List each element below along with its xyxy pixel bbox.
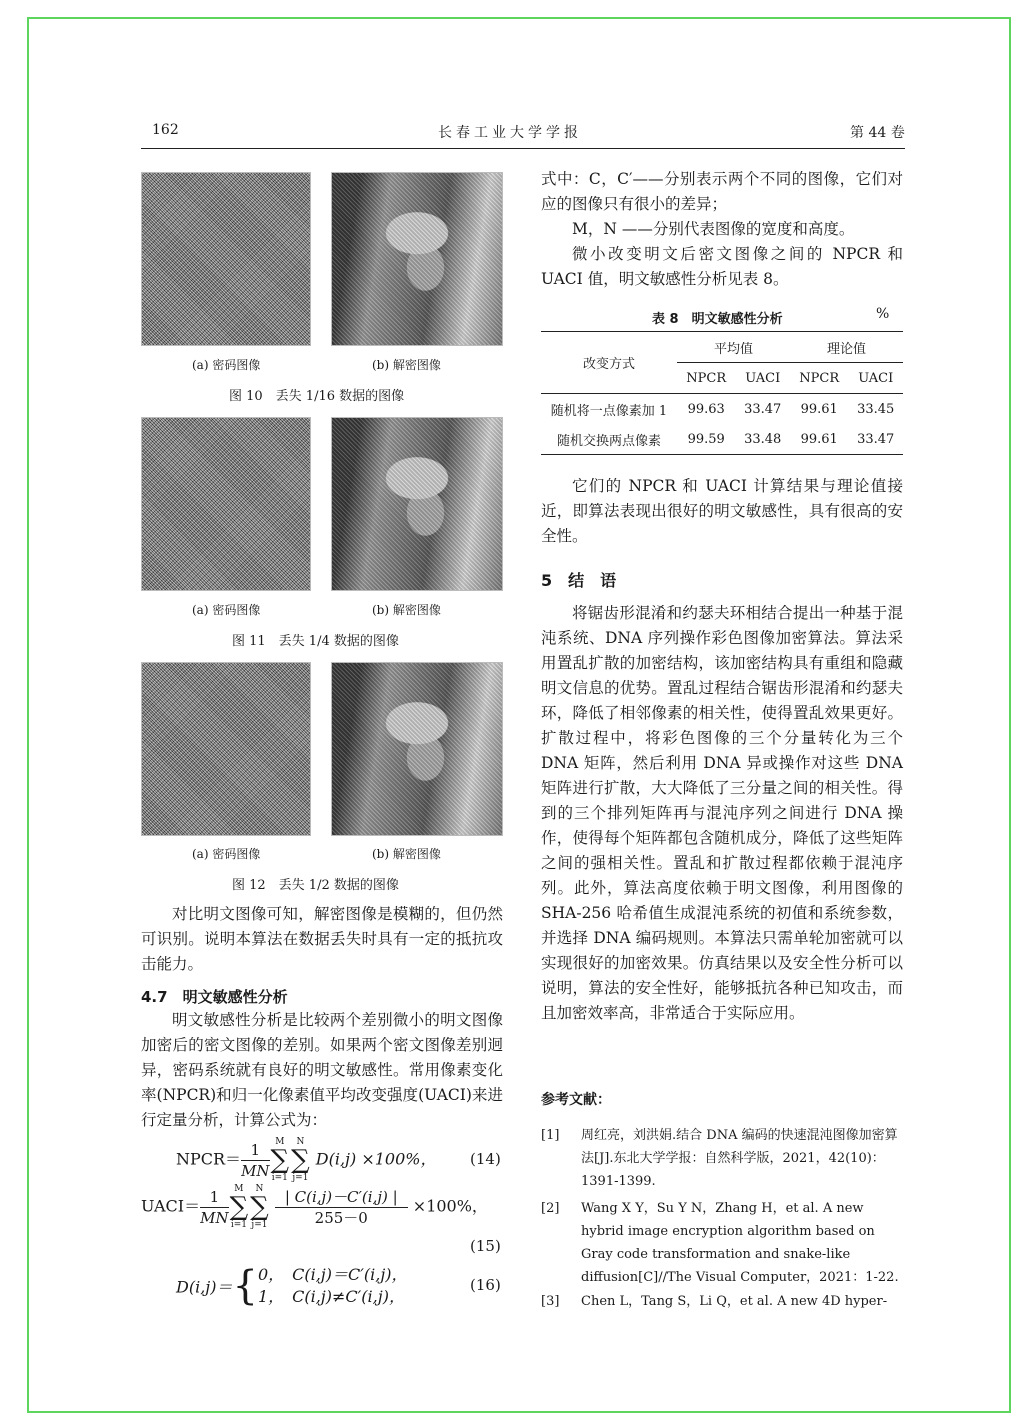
table-cell: 99.59 (687, 431, 725, 447)
fig11-title: 图 11 丢失 1/4 数据的图像 (232, 634, 399, 649)
eq16-number: (16) (470, 1276, 501, 1294)
journal-title: 长春工业大学学报 (438, 125, 582, 141)
table-subheader: UACI (858, 370, 894, 386)
right-text-block-2 (541, 474, 903, 549)
reference-number: [3] (541, 1294, 560, 1309)
reference-text: 周红亮，刘洪娟.结合 DNA 编码的快速混沌图像加密算法[J].东北大学学报：自然科学版，2021，42(10)：1391-1399. (581, 1128, 898, 1189)
table-header-average: 平均值 (677, 332, 790, 363)
fig11-caption-b: (b) 解密图像 (372, 603, 441, 617)
header-rule (141, 148, 905, 149)
eq16-lhs: D(i,j)＝ (176, 1277, 233, 1297)
eq15-frac-den: 255－0 (314, 1208, 368, 1227)
reference-3 (541, 1290, 905, 1313)
fig12-caption-b: (b) 解密图像 (372, 847, 441, 861)
eq15-lhs: UACI＝ (141, 1196, 201, 1216)
table-8-unit: % (876, 306, 890, 322)
eq15-sum-j-bottom: j=1 (251, 1220, 268, 1230)
eq15-tail: ×100%， (412, 1196, 488, 1216)
table-8 (541, 331, 903, 455)
eq14-number: (14) (470, 1150, 501, 1168)
table-row (541, 394, 903, 425)
table-8-title: 表 8 明文敏感性分析 (652, 312, 783, 327)
table-cell: 33.47 (744, 401, 782, 417)
paragraph-table-intro: 微小改变明文后密文图像之间的 NPCR 和 UACI 值，明文敏感性分析见表 8。 (541, 245, 903, 288)
eq14-sum-i-top: M (275, 1137, 285, 1147)
left-text-block-2 (141, 1008, 503, 1133)
reference-text: Wang X Y，Su Y N，Zhang H，et al. A new hybrid image encryption algorithm based on Gray code transformation and snake-like diffusion[C]//The Visual Computer，2021：1-22. (581, 1201, 899, 1285)
eq14-lhs: NPCR＝ (176, 1149, 242, 1169)
page-number: 162 (152, 122, 179, 138)
eq15-number: (15) (470, 1237, 501, 1255)
fig11-decrypted-image (331, 417, 503, 591)
table-cell: 33.48 (744, 431, 782, 447)
eq16-case-1: 0， C(i,j)＝C′(i,j)， (257, 1265, 408, 1284)
eq15-sum-j-top: N (255, 1184, 264, 1194)
reference-number: [2] (541, 1201, 560, 1216)
table-row-label: 随机将一点像素加 1 (550, 403, 668, 419)
section-heading-4-7: 4.7 明文敏感性分析 (141, 988, 288, 1006)
table-cell: 99.61 (800, 401, 838, 417)
eq14-num: 1 (241, 1140, 269, 1161)
references-heading: 参考文献： (541, 1092, 611, 1108)
paragraph-where-c: 式中：C，C′——分别表示两个不同的图像，它们对应的图像只有很小的差异； (541, 170, 903, 213)
eq14-sum-j-bottom: j=1 (292, 1173, 309, 1183)
paragraph-data-loss-conclusion: 对比明文图像可知，解密图像是模糊的，但仍然可识别。说明本算法在数据丢失时具有一定的抵抗攻击能力。 (141, 905, 503, 973)
table-subheader: NPCR (686, 370, 727, 386)
fig10-caption-b: (b) 解密图像 (372, 358, 441, 372)
paragraph-conclusion: 将锯齿形混淆和约瑟夫环相结合提出一种基于混沌系统、DNA 序列操作彩色图像加密算法。算法采用置乱扩散的加密结构，该加密结构具有重组和隐藏明文信息的优势。置乱过程结合锯齿形混淆和约瑟夫环，降低了相邻像素的相关性，使得置乱效果更好。扩散过程中，将彩色图像的三个分量转化为三个 DNA 矩阵，然后利用 DNA 异或操作对这些 DNA 矩阵进行扩散，大大降低了三分量之间的相关性。得到的三个排列矩阵再与混沌序列之间进行 DNA 操作，使得每个矩阵都包含随机成分，降低了这些矩阵之间的强相关性。置乱和扩散过程都依赖于混沌序列。此外，算法高度依赖于明文图像，利用图像的 SHA-256 哈希值生成混沌系统的初值和系统参数，并选择 DNA 编码规则。本算法只需单轮加密就可以实现很好的加密效果。仿真结果以及安全性分析可以说明，算法的安全性好，能够抵抗各种已知攻击，而且加密效率高，非常适合于实际应用。 (541, 604, 903, 1022)
reference-2 (541, 1197, 905, 1289)
eq15-den: MN (200, 1208, 229, 1227)
table-cell: 33.47 (857, 431, 895, 447)
section-heading-5: 5 结 语 (541, 571, 617, 590)
table-cell: 99.61 (800, 431, 838, 447)
fig10-decrypted-image (331, 172, 503, 346)
fig12-cipher-image (141, 662, 311, 836)
eq14-sum-i-bottom: i=1 (271, 1173, 288, 1183)
table-row (541, 424, 903, 455)
fig12-decrypted-image (331, 662, 503, 836)
eq15-num: 1 (200, 1187, 228, 1208)
eq14-body: D(i,j) ×100%， (315, 1149, 437, 1169)
eq15-frac-num: | C(i,j)－C′(i,j) | (275, 1187, 408, 1208)
paragraph-where-mn: M，N ——分别代表图像的宽度和高度。 (572, 220, 855, 238)
right-text-block-1 (541, 167, 903, 292)
volume-label: 第 44 卷 (850, 125, 905, 141)
eq16-case-2: 1， C(i,j)≠C′(i,j)， (257, 1287, 405, 1306)
eq14-den: MN (241, 1161, 270, 1180)
fig10-cipher-image (141, 172, 311, 346)
reference-text: Chen L，Tang S，Li Q，et al. A new 4D hyper- (581, 1294, 888, 1309)
fig12-title: 图 12 丢失 1/2 数据的图像 (232, 878, 399, 893)
paragraph-plaintext-sensitivity: 明文敏感性分析是比较两个差别微小的明文图像加密后的密文图像的差别。如果两个密文图像差别迥异，密码系统就有良好的明文敏感性。常用像素变化率(NPCR)和归一化像素值平均改变强度(UACI)来进行定量分析，计算公式为： (141, 1011, 503, 1129)
table-subheader: UACI (745, 370, 781, 386)
reference-number: [1] (541, 1128, 560, 1143)
left-text-block-1 (141, 902, 503, 977)
fig12-caption-a: (a) 密码图像 (192, 847, 261, 861)
eq16-brace: { (232, 1263, 258, 1309)
equation-15: UACI＝ $\frac{1}{MN}$ M ∑ i=1N ∑ j=1 $\frac{| C(i,j)-C'(i,j) |}{255-0}$ ×100%， (141, 1184, 488, 1230)
table-cell: 99.63 (687, 401, 725, 417)
eq15-sum-i-top: M (234, 1184, 244, 1194)
table-header-theory: 理论值 (790, 332, 903, 363)
table-header-method: 改变方式 (582, 357, 635, 372)
eq15-sum-i-bottom: i=1 (230, 1220, 247, 1230)
reference-1 (541, 1124, 905, 1193)
fig11-cipher-image (141, 417, 311, 591)
table-cell: 33.45 (857, 401, 895, 417)
equation-14: NPCR＝ $\frac{1}{MN}$ M ∑ i=1N ∑ j=1 D(i,j) ×100%， (176, 1137, 437, 1183)
equation-16 (176, 1264, 408, 1308)
right-text-block-3 (541, 601, 903, 1026)
eq14-sum-j-top: N (296, 1137, 305, 1147)
table-subheader: NPCR (799, 370, 840, 386)
table-row-label: 随机交换两点像素 (556, 433, 661, 449)
fig11-caption-a: (a) 密码图像 (192, 603, 261, 617)
fig10-caption-a: (a) 密码图像 (192, 358, 261, 372)
fig10-title: 图 10 丢失 1/16 数据的图像 (229, 389, 405, 404)
paragraph-result: 它们的 NPCR 和 UACI 计算结果与理论值接近，即算法表现出很好的明文敏感性，具有很高的安全性。 (541, 477, 903, 545)
